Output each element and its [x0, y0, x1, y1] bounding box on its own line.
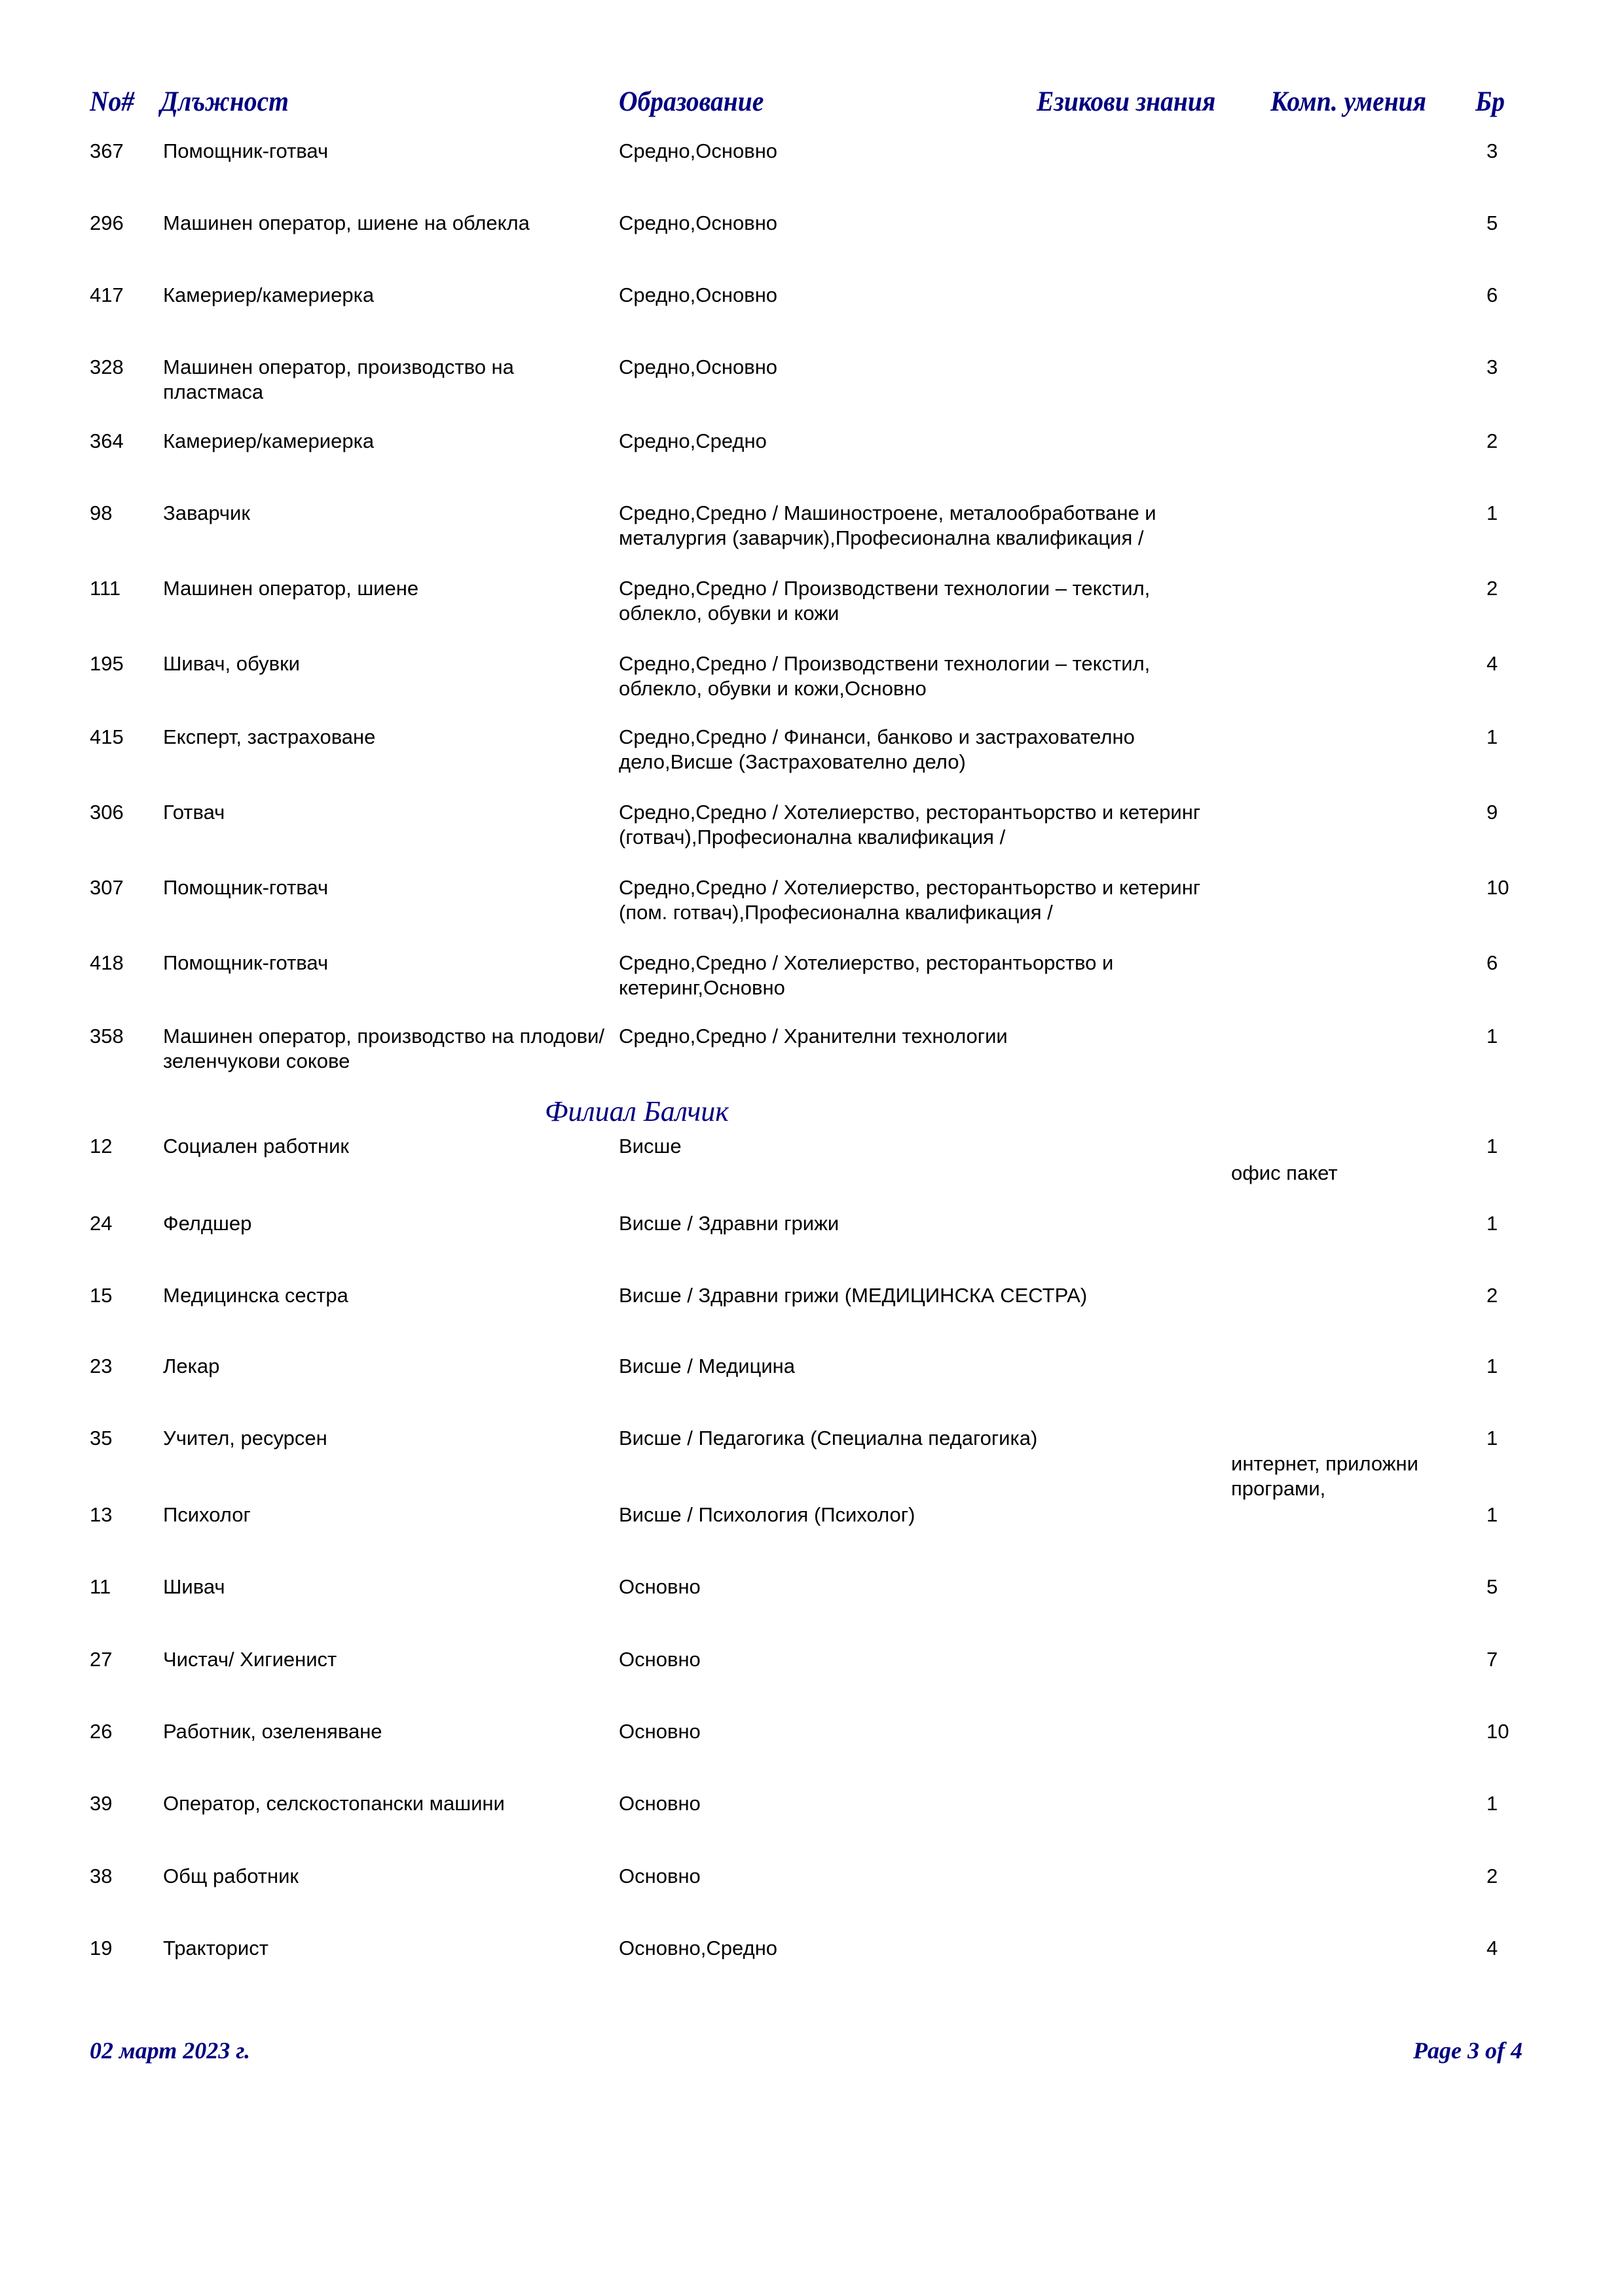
row-education: Средно,Средно / Хотелиерство, ресторантьорство и кетеринг (пом. готвач),Професионална квалификация /	[619, 876, 1201, 924]
row-number: 13	[90, 1503, 113, 1526]
computer-skills-cell: офис пакет	[1231, 1161, 1338, 1184]
branch-title: Филиал Балчик	[545, 1095, 729, 1127]
row-number: 296	[90, 211, 124, 234]
row-number: 367	[90, 139, 124, 162]
row-count: 10	[1486, 1720, 1509, 1743]
row-number: 328	[90, 355, 124, 378]
row-count: 1	[1486, 1792, 1498, 1815]
footer-date: 02 март 2023 г.	[90, 2037, 251, 2064]
header-no: No#	[90, 86, 135, 117]
row-count: 2	[1486, 1284, 1498, 1307]
row-count: 1	[1486, 1135, 1498, 1157]
row-count: 6	[1486, 951, 1498, 974]
row-count: 10	[1486, 876, 1509, 899]
row-position: Машинен оператор, шиене	[163, 577, 419, 600]
row-education: Основно	[619, 1792, 701, 1815]
row-number: 12	[90, 1135, 113, 1157]
row-position: Машинен оператор, шиене на облекла	[163, 211, 530, 234]
row-education: Основно	[619, 1720, 701, 1743]
row-number: 11	[90, 1575, 111, 1598]
row-number: 27	[90, 1648, 113, 1671]
row-education: Висше / Психология (Психолог)	[619, 1503, 915, 1526]
row-count: 3	[1486, 139, 1498, 162]
row-number: 418	[90, 951, 124, 974]
row-number: 15	[90, 1284, 113, 1307]
row-number: 98	[90, 501, 113, 524]
row-position: Лекар	[163, 1355, 220, 1377]
row-position: Заварчик	[163, 501, 250, 524]
row-education: Средно,Основно	[619, 355, 778, 378]
row-count: 4	[1486, 1937, 1498, 1959]
row-number: 38	[90, 1865, 113, 1887]
row-position: Готвач	[163, 801, 225, 824]
row-number: 195	[90, 652, 124, 675]
row-position: Помощник-готвач	[163, 951, 329, 974]
row-count: 5	[1486, 1575, 1498, 1598]
footer-page-number: Page 3 of 4	[1413, 2037, 1522, 2064]
row-number: 358	[90, 1025, 124, 1048]
row-number: 111	[90, 577, 121, 600]
row-number: 417	[90, 283, 124, 306]
row-education: Висше / Здравни грижи (МЕДИЦИНСКА СЕСТРА)	[619, 1284, 1088, 1307]
row-count: 1	[1486, 725, 1498, 748]
row-number: 23	[90, 1355, 113, 1377]
header-languages: Езикови знания	[1037, 86, 1216, 117]
header-position: Длъжност	[160, 86, 289, 117]
row-education: Средно,Основно	[619, 211, 778, 234]
row-number: 26	[90, 1720, 113, 1743]
row-position: Машинен оператор, производство на пластмаса	[163, 355, 514, 403]
row-count: 7	[1486, 1648, 1498, 1671]
row-education: Средно,Средно / Хотелиерство, ресторантьорство и кетеринг (готвач),Професионална квалификация /	[619, 801, 1201, 848]
row-education: Основно	[619, 1575, 701, 1598]
row-education: Средно,Средно / Хотелиерство, ресторантьорство и кетеринг,Основно	[619, 951, 1114, 999]
row-position: Камериер/камериерка	[163, 429, 375, 452]
row-position: Камериер/камериерка	[163, 283, 375, 306]
row-position: Помощник-готвач	[163, 139, 329, 162]
row-number: 306	[90, 801, 124, 824]
row-education: Основно	[619, 1648, 701, 1671]
row-count: 1	[1486, 1503, 1498, 1526]
row-position: Машинен оператор, производство на плодови/зеленчукови сокове	[163, 1025, 605, 1072]
row-education: Висше / Педагогика (Специална педагогика)	[619, 1427, 1038, 1449]
row-education: Основно,Средно	[619, 1937, 778, 1959]
row-count: 9	[1486, 801, 1498, 824]
row-position: Тракторист	[163, 1937, 268, 1959]
row-number: 307	[90, 876, 124, 899]
row-education: Средно,Средно / Производствени технологии – текстил, облекло, обувки и кожи	[619, 577, 1151, 625]
row-count: 5	[1486, 211, 1498, 234]
row-count: 1	[1486, 1355, 1498, 1377]
header-education: Образование	[619, 86, 764, 117]
row-number: 364	[90, 429, 124, 452]
row-position: Медицинска сестра	[163, 1284, 348, 1307]
row-number: 35	[90, 1427, 113, 1449]
row-count: 1	[1486, 1212, 1498, 1235]
row-count: 1	[1486, 501, 1498, 524]
row-education: Основно	[619, 1865, 701, 1887]
row-count: 4	[1486, 652, 1498, 675]
row-count: 2	[1486, 577, 1498, 600]
row-number: 19	[90, 1937, 113, 1959]
row-position: Шивач, обувки	[163, 652, 300, 675]
row-position: Учител, ресурсен	[163, 1427, 327, 1449]
row-position: Психолог	[163, 1503, 251, 1526]
header-computer-skills: Комп. умения	[1270, 86, 1427, 117]
row-education: Висше / Здравни грижи	[619, 1212, 840, 1235]
row-position: Социален работник	[163, 1135, 349, 1157]
row-education: Средно,Средно / Производствени технологии – текстил, облекло, обувки и кожи,Основно	[619, 652, 1151, 700]
header-count: Бр	[1475, 86, 1505, 117]
row-count: 1	[1486, 1427, 1498, 1449]
row-education: Средно,Средно / Финанси, банково и застрахователно дело,Висше (Застрахователно дело)	[619, 725, 1135, 773]
computer-skills-cell: интернет, приложни програми,	[1231, 1452, 1418, 1500]
row-education: Средно,Основно	[619, 139, 778, 162]
row-education: Средно,Средно	[619, 429, 767, 452]
row-position: Шивач	[163, 1575, 225, 1598]
row-education: Висше	[619, 1135, 682, 1157]
row-count: 2	[1486, 1865, 1498, 1887]
row-position: Експерт, застраховане	[163, 725, 376, 748]
row-education: Средно,Средно / Машиностроене, металообработване и металургия (заварчик),Професионална квалификация /	[619, 501, 1156, 549]
row-position: Работник, озеленяване	[163, 1720, 382, 1743]
row-position: Чистач/ Хигиенист	[163, 1648, 337, 1671]
row-count: 2	[1486, 429, 1498, 452]
row-count: 1	[1486, 1025, 1498, 1048]
row-number: 24	[90, 1212, 113, 1235]
row-education: Средно,Средно / Хранителни технологии	[619, 1025, 1008, 1048]
row-count: 3	[1486, 355, 1498, 378]
row-number: 415	[90, 725, 124, 748]
row-position: Помощник-готвач	[163, 876, 329, 899]
row-education: Висше / Медицина	[619, 1355, 796, 1377]
row-number: 39	[90, 1792, 113, 1815]
row-position: Оператор, селскостопански машини	[163, 1792, 505, 1815]
row-position: Общ работник	[163, 1865, 299, 1887]
row-education: Средно,Основно	[619, 283, 778, 306]
row-position: Фелдшер	[163, 1212, 252, 1235]
row-count: 6	[1486, 283, 1498, 306]
